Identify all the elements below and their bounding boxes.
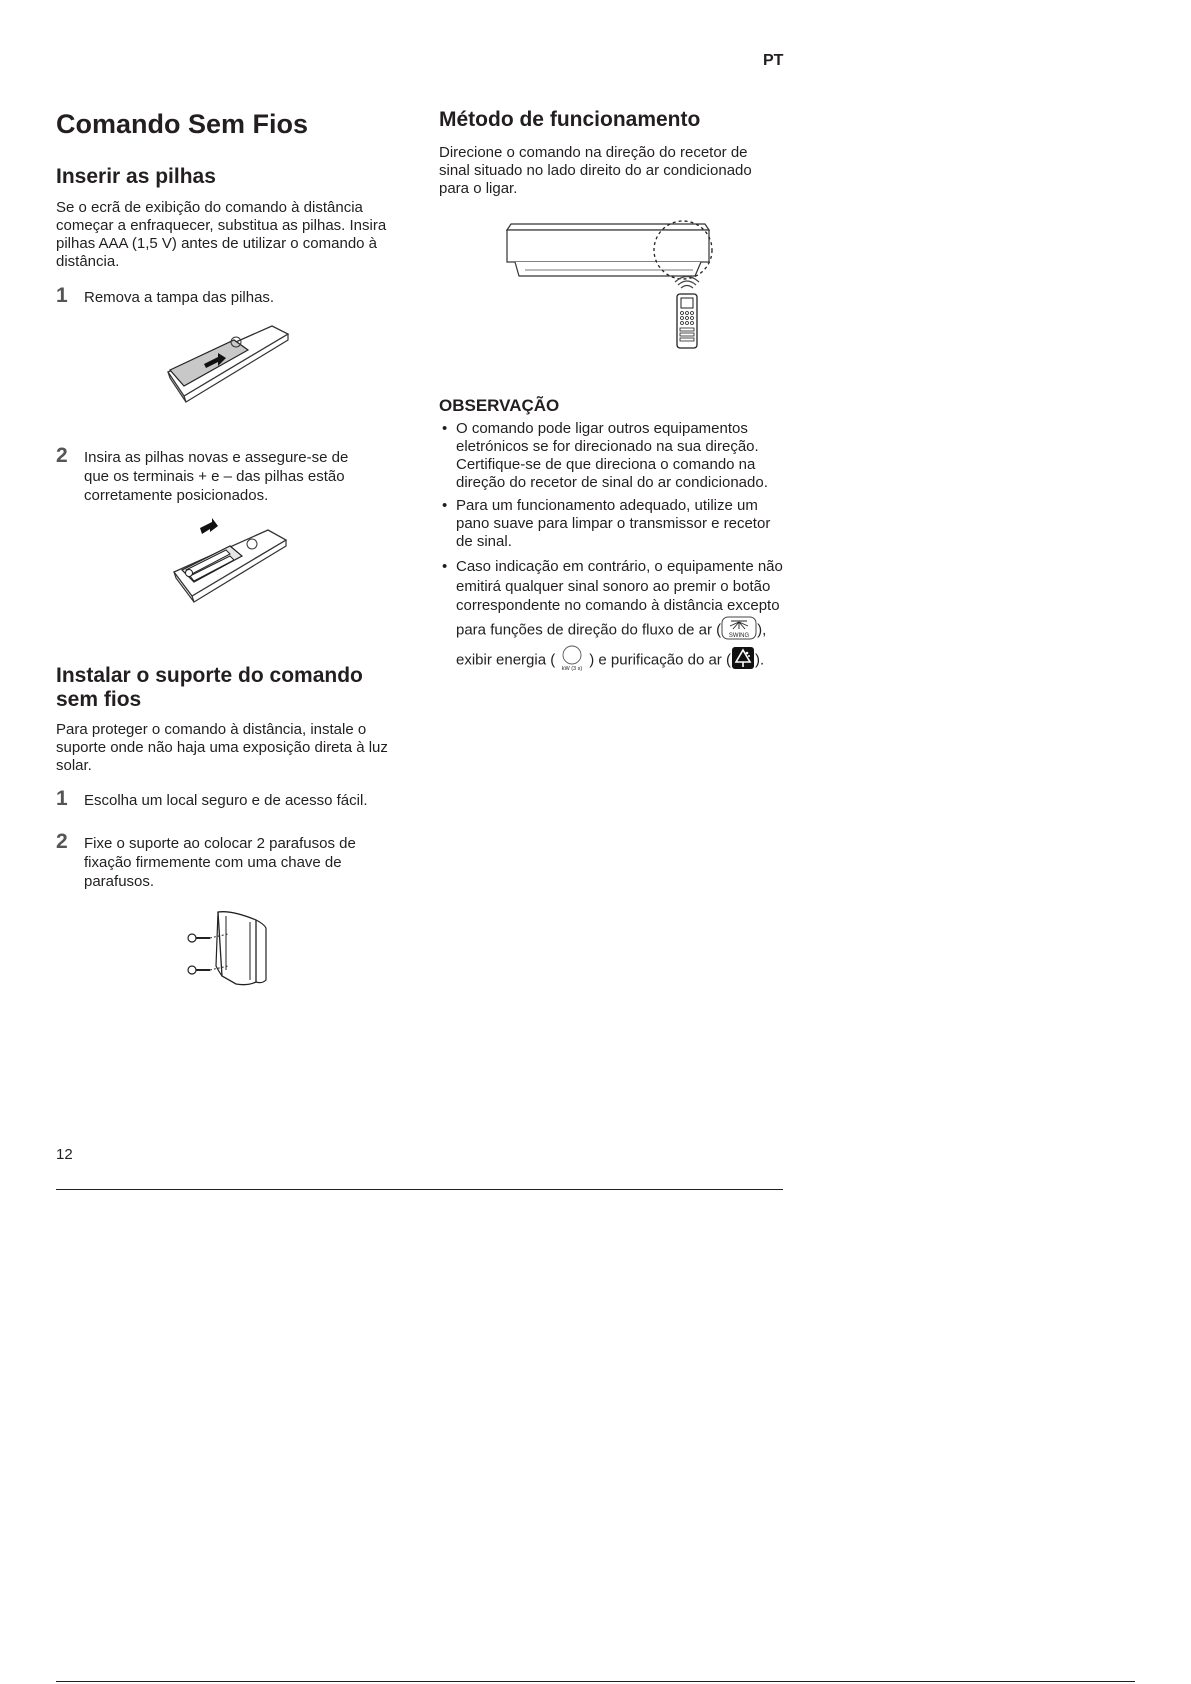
install-holder-intro: Para proteger o comando à distância, instale o suporte onde não haja uma exposição direta à luz solar. (56, 721, 388, 774)
operating-method-text: Direcione o comando na direção do recetor de sinal situado no lado direito do ar condicionado para o ligar. (439, 144, 752, 197)
insert-batteries-illustration (168, 520, 298, 605)
step-number: 2 (56, 830, 68, 853)
note-item (439, 557, 784, 677)
insert-step-1 (56, 284, 396, 312)
note-text: Caso indicação em contrário, o equipamente não emitirá qualquer sinal sonoro ao premir o botão correspondente no comando à distância excepto para funções de direção do fluxo de ar ( (456, 558, 783, 639)
step-number: 2 (56, 444, 68, 467)
step-text: Escolha um local seguro e de acesso fácil. (84, 792, 368, 809)
insert-step-2 (56, 444, 356, 508)
operating-method-heading: Método de funcionamento (439, 108, 701, 131)
note-text: ), exibir energia ( (456, 621, 767, 669)
step-number: 1 (56, 787, 68, 810)
insert-batteries-intro: Se o ecrã de exibição do comando à distância começar a enfraquecer, substitua as pilhas. Insira pilhas AAA (1,5 V) antes de utilizar o comando à distância. (56, 199, 387, 270)
note-heading: OBSERVAÇÃO (439, 396, 560, 415)
page-title: Comando Sem Fios (56, 109, 309, 139)
energy-display-button-icon (555, 645, 589, 677)
bottom-rule (56, 1681, 1135, 1682)
holder-step-1 (56, 787, 396, 815)
step-text: Remova a tampa das pilhas. (84, 289, 275, 306)
swing-label: SWING (729, 632, 750, 639)
step-text: Fixe o suporte ao colocar 2 parafusos de fixação firmemente com uma chave de parafusos. (84, 835, 356, 890)
note-item: • O comando pode ligar outros equipamentos eletrónicos se for direcionado na sua direção. Certifique-se de que direciona o comando na direção do recetor de sinal do ar condicionado. (439, 420, 784, 492)
holder-screws-illustration (186, 910, 276, 990)
language-code: PT (763, 52, 784, 69)
remove-cover-illustration (160, 320, 300, 410)
note-list (439, 420, 784, 682)
page-number: 12 (56, 1146, 73, 1163)
note-item: • Para um funcionamento adequado, utilize um pano suave para limpar o transmissor e recetor de sinal. (439, 497, 784, 551)
holder-step-2 (56, 830, 376, 894)
step-number: 1 (56, 284, 68, 307)
install-holder-heading: Instalar o suporte do comando sem fios (56, 664, 363, 711)
energy-label: kW (3 s) (561, 666, 583, 672)
footer-rule (56, 1189, 783, 1190)
swing-button-icon (721, 616, 757, 646)
ac-remote-illustration (505, 218, 725, 350)
note-text: ) e purificação do ar ( (589, 651, 731, 669)
air-purification-button-icon (731, 646, 755, 676)
step-text: Insira as pilhas novas e assegure-se de que os terminais + e – das pilhas estão corretamente posicionados. (84, 449, 349, 504)
insert-batteries-heading: Inserir as pilhas (56, 165, 216, 188)
note-text: ). (754, 651, 765, 669)
